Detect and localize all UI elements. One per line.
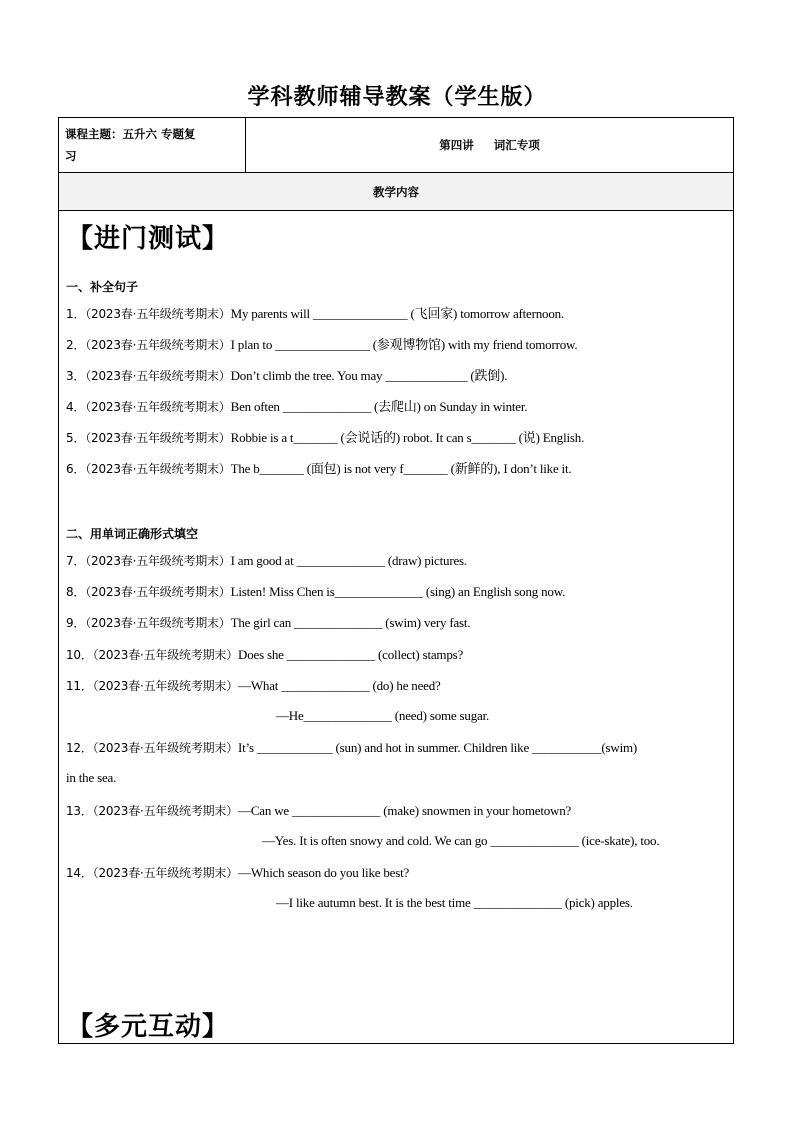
question-row: 12．（2023春·五年级统考期末）It’s ____________ (sun) and hot in summer. Children like ___________(swim) xyxy=(66,740,638,755)
question-row: 9．（2023春·五年级统考期末）The girl can ______________ (swim) very fast. xyxy=(66,615,471,630)
question-row: 11．（2023春·五年级统考期末）—What ______________ (do) he need? xyxy=(66,678,441,693)
teaching-content-band: 教学内容 xyxy=(59,173,733,211)
question-continuation: —Yes. It is often snowy and cold. We can go ______________ (ice-skate), too. xyxy=(262,833,660,848)
part1-heading: 一、补全句子 xyxy=(66,280,139,294)
question-row: 4．（2023春·五年级统考期末）Ben often ______________ (去爬山) on Sunday in winter. xyxy=(66,399,528,414)
question-row: 5．（2023春·五年级统考期末）Robbie is a t_______ (会说话的) robot. It can s_______ (说) English. xyxy=(66,430,585,445)
entrance-test-heading: 【进门测试】 xyxy=(67,224,230,254)
lecture-cell xyxy=(246,118,733,173)
question-row: 1．（2023春·五年级统考期末）My parents will _______________ (飞回家) tomorrow afternoon. xyxy=(66,306,565,321)
question-row: 14．（2023春·五年级统考期末）—Which season do you like best? xyxy=(66,865,410,880)
interaction-heading: 【多元互动】 xyxy=(67,1012,230,1042)
document-title: 学科教师辅导教案（学生版） xyxy=(247,85,547,110)
course-topic-line2: 习 xyxy=(65,149,77,163)
lesson-plan-table xyxy=(58,117,734,1044)
question-continuation: in the sea. xyxy=(66,770,117,785)
question-row: 7．（2023春·五年级统考期末）I am good at ______________ (draw) pictures. xyxy=(66,553,467,568)
question-row: 10．（2023春·五年级统考期末）Does she ______________ (collect) stamps? xyxy=(66,647,464,662)
question-row: 6．（2023春·五年级统考期末）The b_______ (面包) is not very f_______ (新鲜的), I don’t like it. xyxy=(66,461,572,476)
lecture-topic: 词汇专项 xyxy=(493,138,540,152)
question-row: 2．（2023春·五年级统考期末）I plan to _______________ (参观博物馆) with my friend tomorrow. xyxy=(66,337,578,352)
lecture-number: 第四讲 xyxy=(439,138,474,152)
question-continuation: —I like autumn best. It is the best time ______________ (pick) apples. xyxy=(276,895,633,910)
course-topic-line1: 课程主题：五升六 专题复 xyxy=(65,127,196,141)
question-row: 3．（2023春·五年级统考期末）Don’t climb the tree. You may _____________ (跌倒). xyxy=(66,368,508,383)
question-continuation: —He______________ (need) some sugar. xyxy=(276,708,490,723)
question-row: 8．（2023春·五年级统考期末）Listen! Miss Chen is______________ (sing) an English song now. xyxy=(66,584,566,599)
course-topic-cell xyxy=(59,118,246,173)
part2-heading: 二、用单词正确形式填空 xyxy=(66,527,199,541)
question-row: 13．（2023春·五年级统考期末）—Can we ______________ (make) snowmen in your hometown? xyxy=(66,803,572,818)
